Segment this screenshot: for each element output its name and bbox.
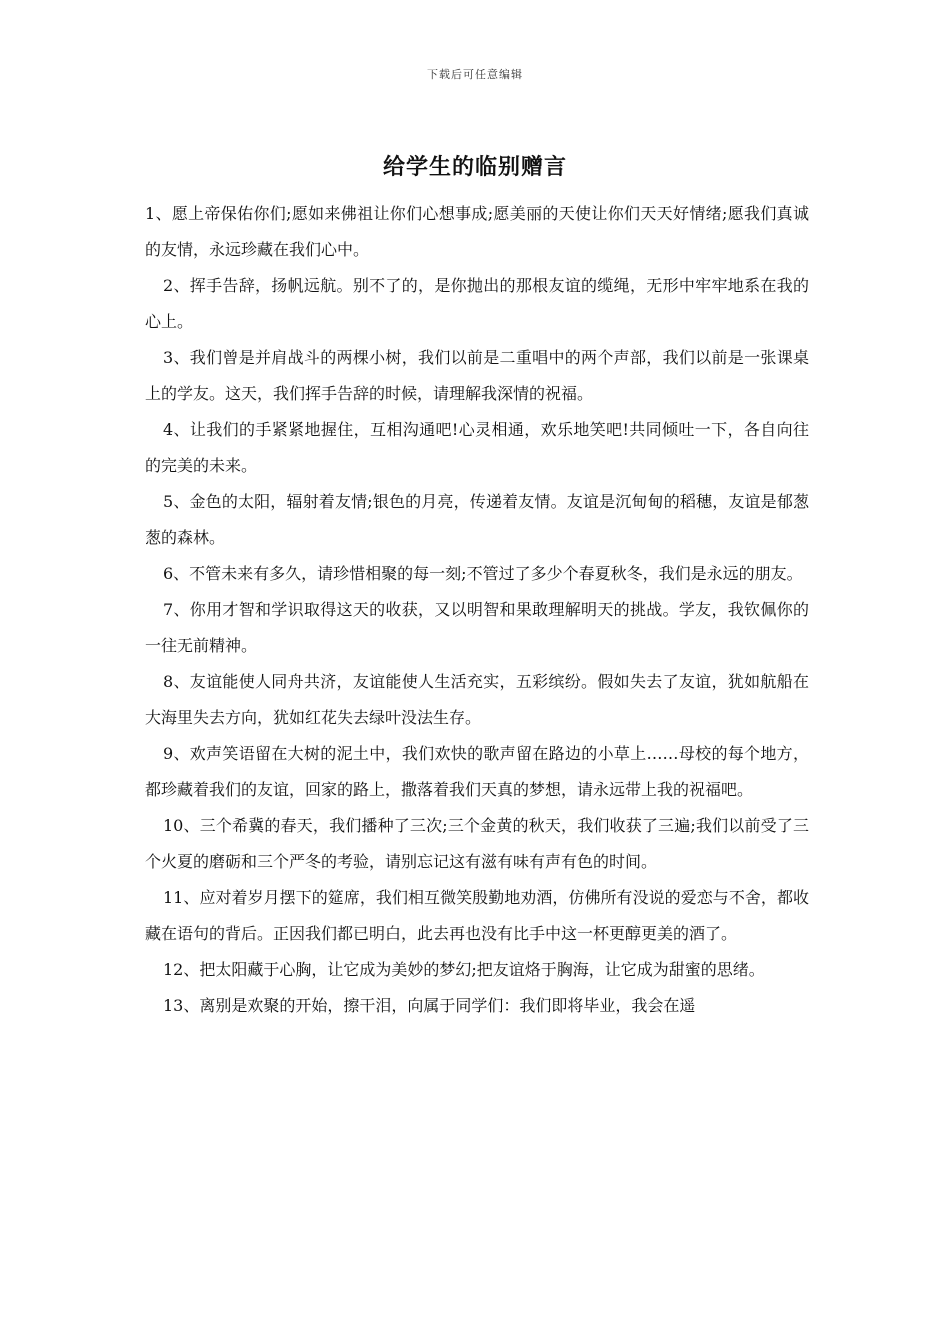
paragraph-13: 13、离别是欢聚的开始，擦干泪，向属于同学们：我们即将毕业，我会在遥 bbox=[163, 996, 696, 1015]
paragraph-1: 1、愿上帝保佑你们;愿如来佛祖让你们心想事成;愿美丽的天使让你们天天好情绪;愿我们真诚的友情，永远珍藏在我们心中。 bbox=[145, 204, 809, 259]
paragraph-11: 11、应对着岁月摆下的筵席，我们相互微笑殷勤地劝酒，仿佛所有没说的爱恋与不舍，都收藏在语句的背后。正因我们都已明白，此去再也没有比手中这一杯更醇更美的酒了。 bbox=[145, 888, 809, 943]
paragraph-6: 6、不管未来有多久，请珍惜相聚的每一刻;不管过了多少个春夏秋冬，我们是永远的朋友。 bbox=[163, 564, 803, 583]
document-title: 给学生的临别赠言 bbox=[382, 154, 567, 180]
header-note: 下载后可任意编辑 bbox=[427, 68, 523, 81]
paragraph-5: 5、金色的太阳，辐射着友情;银色的月亮，传递着友情。友谊是沉甸甸的稻穗，友谊是郁葱葱的森林。 bbox=[145, 492, 809, 547]
paragraph-8: 8、友谊能使人同舟共济，友谊能使人生活充实，五彩缤纷。假如失去了友谊，犹如航船在大海里失去方向，犹如红花失去绿叶没法生存。 bbox=[145, 672, 809, 727]
paragraph-2: 2、挥手告辞，扬帆远航。别不了的，是你抛出的那根友谊的缆绳，无形中牢牢地系在我的心上。 bbox=[145, 276, 809, 331]
paragraph-9: 9、欢声笑语留在大树的泥土中，我们欢快的歌声留在路边的小草上……母校的每个地方，都珍藏着我们的友谊，回家的路上，撒落着我们天真的梦想，请永远带上我的祝福吧。 bbox=[145, 744, 809, 799]
document-body bbox=[145, 196, 809, 1024]
paragraph-3: 3、我们曾是并肩战斗的两棵小树，我们以前是二重唱中的两个声部，我们以前是一张课桌上的学友。这天，我们挥手告辞的时候，请理解我深情的祝福。 bbox=[145, 348, 809, 403]
paragraph-4: 4、让我们的手紧紧地握住，互相沟通吧!心灵相通，欢乐地笑吧!共同倾吐一下，各自向往的完美的未来。 bbox=[145, 420, 809, 475]
paragraph-7: 7、你用才智和学识取得这天的收获，又以明智和果敢理解明天的挑战。学友，我钦佩你的一往无前精神。 bbox=[145, 600, 809, 655]
paragraph-10: 10、三个希冀的春天，我们播种了三次;三个金黄的秋天，我们收获了三遍;我们以前受了三个火夏的磨砺和三个严冬的考验，请别忘记这有滋有味有声有色的时间。 bbox=[145, 816, 809, 871]
paragraph-12: 12、把太阳藏于心胸，让它成为美妙的梦幻;把友谊烙于胸海，让它成为甜蜜的思绪。 bbox=[163, 960, 765, 979]
